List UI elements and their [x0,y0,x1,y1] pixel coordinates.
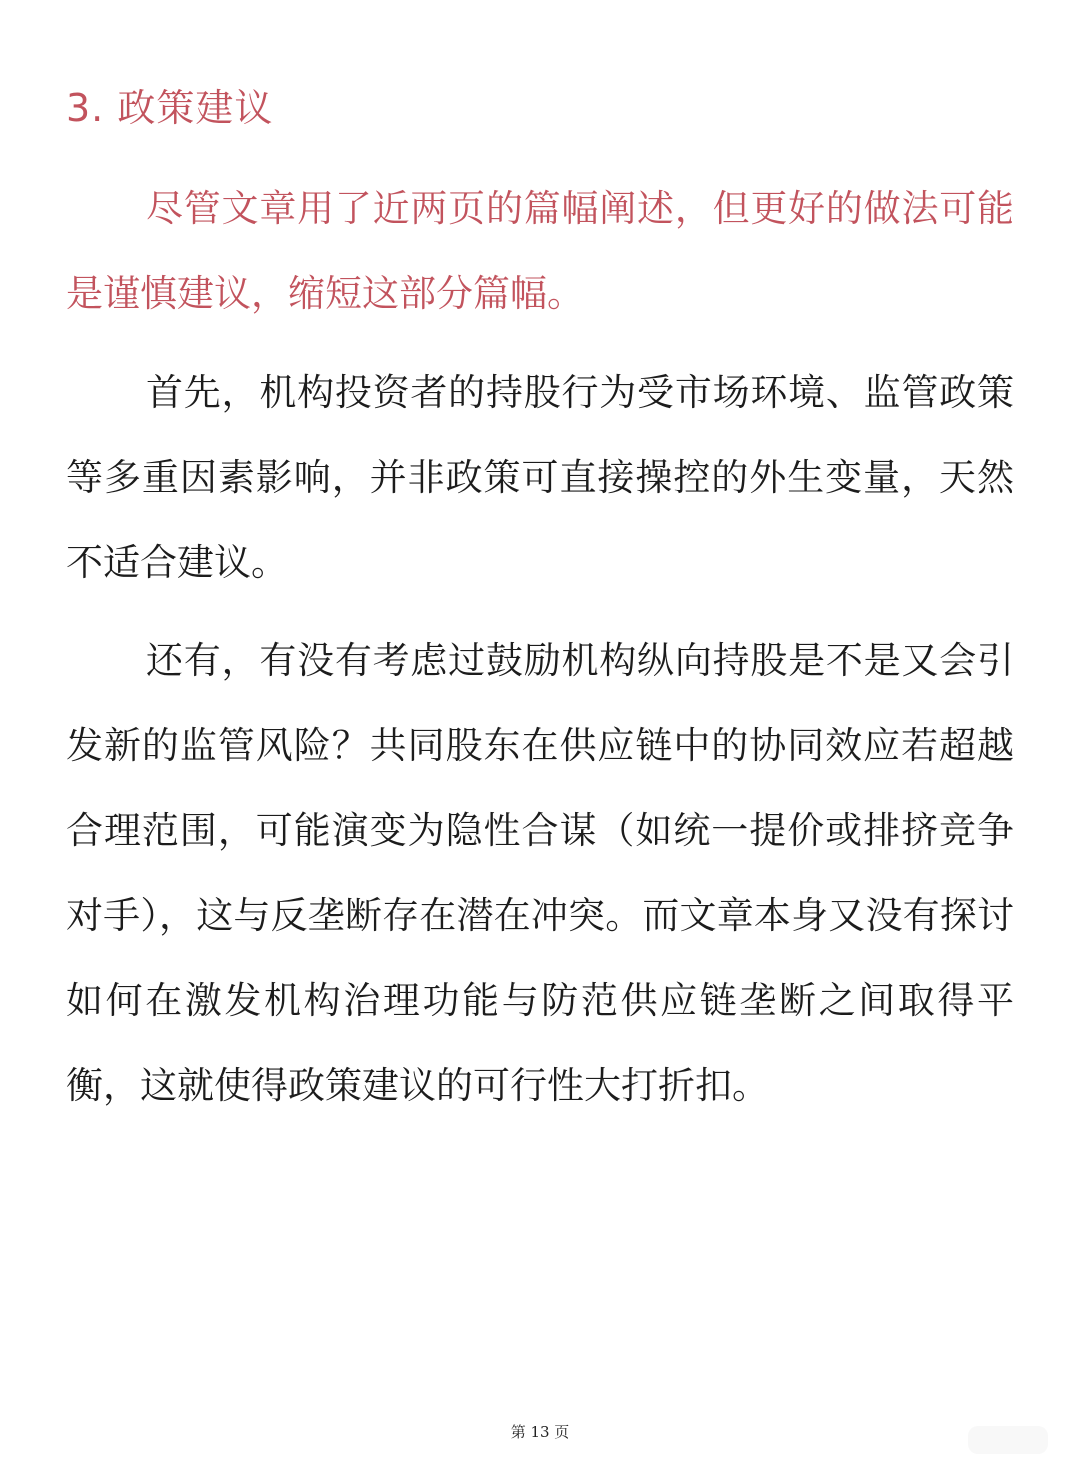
body-paragraph-second: 还有，有没有考虑过鼓励机构纵向持股是不是又会引发新的监管风险？共同股东在供应链中的协同效应若超越合理范围，可能演变为隐性合谋（如统一提价或排挤竞争对手），这与反垄断存在潜在冲突。而文章本身又没有探讨如何在激发机构治理功能与防范供应链垄断之间取得平衡，这就使得政策建议的可行性大打折扣。 [66,639,1014,1107]
page-number: 第 13 页 [510,1423,570,1441]
section-heading: 3. 政策建议 [66,86,274,130]
body-paragraph-first: 首先，机构投资者的持股行为受市场环境、监管政策等多重因素影响，并非政策可直接操控的外生变量，天然不适合建议。 [66,371,1014,584]
highlighted-comment-paragraph: 尽管文章用了近两页的篇幅阐述，但更好的做法可能是谨慎建议，缩短这部分篇幅。 [66,187,1014,315]
watermark-logo [968,1426,1048,1454]
